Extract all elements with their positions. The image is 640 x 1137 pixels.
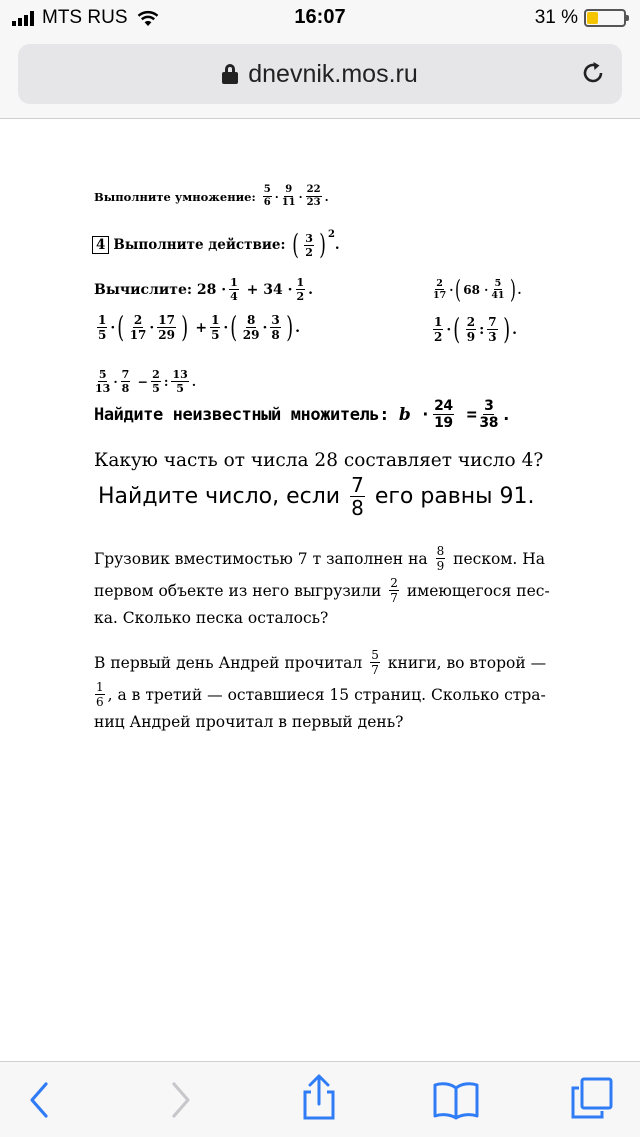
battery-info bbox=[535, 7, 626, 29]
fraction: $\frac{5}{7}$ bbox=[371, 648, 379, 677]
fraction: $\frac{3}{8}$ bbox=[271, 313, 280, 343]
fraction: $\frac{1}{2}$ bbox=[434, 315, 443, 345]
fraction: $\frac{7}{3}$ bbox=[488, 315, 497, 345]
fraction: $\frac{9}{11}$ bbox=[281, 184, 296, 208]
lock-icon bbox=[222, 64, 238, 84]
fraction: $\frac{8}{9}$ bbox=[436, 544, 445, 573]
task-find-number bbox=[98, 475, 535, 518]
task-calculate: Вычислите: 28 · $\frac{1}{4}$ + 34 · $\frac{1}{2}$ . bbox=[94, 276, 314, 303]
back-icon[interactable] bbox=[20, 1080, 60, 1120]
fraction: $\frac{5}{13}$ bbox=[95, 368, 111, 395]
fraction: $\frac{2}{9}$ bbox=[466, 315, 476, 345]
fraction: $\frac{13}{5}$ bbox=[172, 368, 188, 395]
task-calculate-b: $\frac{2}{17}$ · ( 68 · $\frac{5}{41}$ ) . bbox=[433, 275, 522, 304]
fraction: $\frac{2}{7}$ bbox=[390, 576, 398, 605]
address-bar[interactable] bbox=[18, 44, 622, 104]
bookmarks-icon[interactable] bbox=[432, 1080, 480, 1120]
fraction: $\frac{22}{23}$ bbox=[306, 184, 321, 208]
exponent: 2 bbox=[327, 229, 335, 240]
share-icon[interactable] bbox=[298, 1074, 340, 1120]
number: 68 bbox=[463, 282, 480, 297]
fraction: $\frac{1}{6}$ bbox=[96, 680, 104, 709]
browser-toolbar bbox=[0, 1061, 640, 1137]
variable: b bbox=[398, 404, 411, 425]
fraction: $\frac{2}{17}$ bbox=[129, 313, 147, 343]
task-multiply: Выполните умножение: $\frac{5}{6}$ · $\frac{9}{11}$ · $\frac{22}{23}$ . bbox=[94, 184, 329, 208]
fraction: $\frac{7}{8}$ bbox=[121, 368, 130, 395]
task-line bbox=[94, 649, 546, 676]
task-text: Грузовик вместимостью 7 т заполнен на bbox=[94, 549, 428, 568]
battery-icon bbox=[584, 9, 626, 27]
number: 34 bbox=[263, 281, 283, 298]
task-text: его равны 91. bbox=[374, 484, 535, 509]
task-text: , а в третий — оставшиеся 15 страниц. Сколько стра- bbox=[107, 685, 546, 704]
task-line bbox=[94, 545, 545, 572]
reload-icon[interactable] bbox=[580, 60, 606, 86]
task-power: 4 Выполните действие: ( $\frac{3}{2}$ ) $^2$ . bbox=[92, 231, 340, 259]
fraction: $\frac{2}{17}$ bbox=[433, 277, 447, 302]
fraction: $\frac{2}{5}$ bbox=[152, 368, 160, 395]
fraction: $\frac{24}{19}$ bbox=[434, 398, 453, 431]
task-line: ниц Андрей прочитал в первый день? bbox=[94, 713, 404, 731]
task-text: книги, во второй — bbox=[387, 653, 547, 672]
task-line bbox=[94, 577, 550, 604]
task-text: В первый день Андрей прочитал bbox=[94, 653, 363, 672]
fraction: $\frac{17}{29}$ bbox=[158, 313, 175, 343]
task-label: Выполните умножение: bbox=[94, 189, 256, 204]
task-expression-b: $\frac{1}{2}$ · ( $\frac{2}{9}$ : $\frac{7}{3}$ ) . bbox=[434, 312, 517, 346]
fraction: $\frac{1}{5}$ bbox=[98, 313, 107, 343]
task-label: Найдите неизвестный множитель: bbox=[94, 404, 390, 425]
fraction: $\frac{1}{4}$ bbox=[230, 276, 238, 303]
task-line: ка. Сколько песка осталось? bbox=[94, 609, 329, 627]
task-line bbox=[92, 681, 546, 708]
tabs-icon[interactable] bbox=[570, 1076, 614, 1120]
task-text: песком. На bbox=[453, 549, 546, 568]
fraction: $\frac{1}{2}$ bbox=[296, 276, 305, 303]
task-number: 4 bbox=[92, 236, 109, 254]
task-text: Найдите число, если bbox=[98, 484, 341, 509]
task-label: Выполните действие: bbox=[113, 237, 286, 254]
browser-header bbox=[0, 36, 640, 119]
fraction: $\frac{3}{38}$ bbox=[479, 398, 499, 431]
task-label: Вычислите: bbox=[94, 281, 193, 298]
status-bar bbox=[0, 0, 640, 36]
worksheet-image bbox=[0, 119, 640, 1061]
fraction: $\frac{8}{29}$ bbox=[242, 313, 260, 343]
clock: 16:07 bbox=[294, 6, 346, 28]
task-expression: $\frac{1}{5}$ · ( $\frac{2}{17}$ · $\frac{17}{29}$ ) + $\frac{1}{5}$ · ( $\frac{8}{29}$ · $\frac{3}{8}$ ) . bbox=[98, 310, 301, 344]
number: 28 bbox=[196, 281, 217, 298]
forward-icon[interactable] bbox=[160, 1080, 200, 1120]
task-expression-c: $\frac{5}{13}$ · $\frac{7}{8}$ − $\frac{2}{5}$ : $\frac{13}{5}$ . bbox=[95, 368, 197, 395]
task-unknown-factor: Найдите неизвестный множитель: b · $\frac{24}{19}$ = $\frac{3}{38}$ . bbox=[94, 398, 511, 431]
fraction: $\frac{5}{6}$ bbox=[263, 184, 271, 208]
fraction: $\frac{1}{5}$ bbox=[211, 313, 220, 343]
fraction: $\frac{7}{8}$ bbox=[351, 473, 364, 520]
battery-percent: 31 % bbox=[534, 7, 578, 28]
url-domain: dnevnik.mos.ru bbox=[248, 60, 418, 88]
task-text: первом объекте из него выгрузили bbox=[94, 581, 382, 600]
fraction: $\frac{5}{41}$ bbox=[491, 277, 505, 302]
fraction: $\frac{3}{2}$ bbox=[305, 231, 313, 259]
carrier-name: MTS RUS bbox=[42, 7, 128, 28]
task-text: имеющегося пес- bbox=[406, 581, 550, 600]
task-part-of-number: Какую часть от числа 28 составляет число 4? bbox=[94, 450, 544, 471]
